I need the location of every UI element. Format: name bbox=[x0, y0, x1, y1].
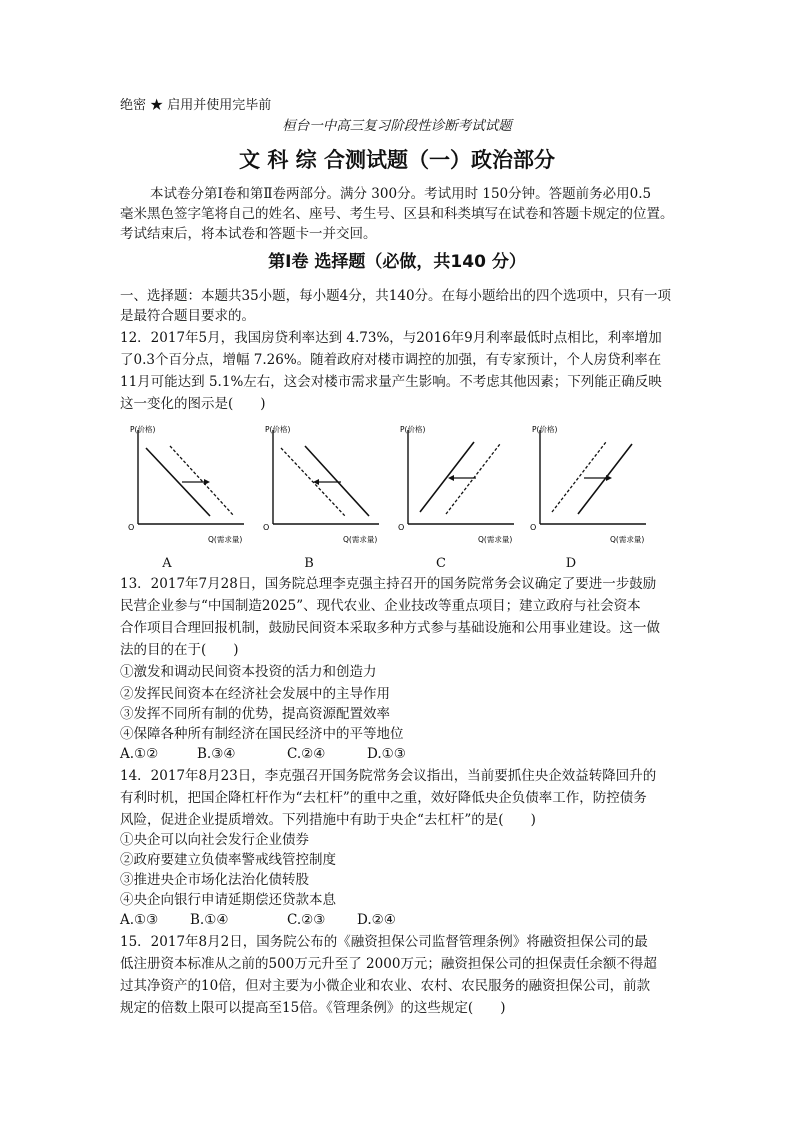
graph-b-svg bbox=[255, 420, 385, 550]
instruction-line-1: 一、选择题：本题共35小题，每小题4分，共140分。在每小题给出的四个选项中，只有一项 bbox=[120, 288, 672, 304]
q13-choice-3: ③发挥不同所有制的优势，提高资源配置效率 bbox=[120, 706, 390, 722]
q12-graphs bbox=[110, 420, 670, 580]
origin-label: O bbox=[263, 523, 270, 532]
graph-a bbox=[120, 420, 250, 550]
graph-c bbox=[390, 420, 520, 550]
q14-option-d: D.②④ bbox=[357, 912, 396, 928]
q12-line-1: 12．2017年5月，我国房贷利率达到 4.73%，与2016年9月利率最低时点相比，利率增加 bbox=[120, 330, 662, 346]
intro-line-1: 本试卷分第Ⅰ卷和第Ⅱ卷两部分。满分 300分。考试用时 150分钟。答题前务必用0.5 bbox=[150, 186, 652, 202]
exam-title: 文 科 综 合测试题（一）政治部分 bbox=[239, 148, 555, 172]
curve-dashed bbox=[170, 446, 234, 516]
q13-choice-2: ②发挥民间资本在经济社会发展中的主导作用 bbox=[120, 686, 390, 702]
q13-option-b: B.③④ bbox=[197, 746, 236, 762]
q13-choice-4: ④保障各种所有制经济在国民经济中的平等地位 bbox=[120, 726, 404, 742]
graph-c-svg bbox=[390, 420, 520, 550]
x-axis-label: Q(需求量) bbox=[343, 535, 378, 544]
q13-option-a: A.①② bbox=[120, 746, 159, 762]
intro-line-3: 考试结束后，将本试卷和答题卡一并交回。 bbox=[120, 226, 377, 242]
graph-b bbox=[255, 420, 385, 550]
exam-subtitle: 桓台一中高三复习阶段性诊断考试试题 bbox=[282, 118, 512, 134]
graph-d bbox=[522, 420, 652, 550]
curve-dashed bbox=[552, 442, 606, 512]
curve-dashed bbox=[446, 444, 500, 514]
x-axis-label: Q(需求量) bbox=[610, 535, 645, 544]
curve-solid bbox=[578, 444, 632, 514]
q15-line-1: 15．2017年8月2日，国务院公布的《融资担保公司监督管理条例》将融资担保公司的最 bbox=[120, 934, 648, 950]
shift-arrow-head bbox=[313, 479, 319, 485]
y-axis-label: P(价格) bbox=[130, 425, 156, 434]
confidential-notice: 绝密 ★ 启用并使用完毕前 bbox=[120, 98, 272, 113]
q14-choice-3: ③推进央企市场化法治化债转股 bbox=[120, 872, 309, 888]
q14-line-2: 有利时机，把国企降杠杆作为“去杠杆”的重中之重，效好降低央企负债率工作，防控债务 bbox=[120, 790, 647, 806]
x-axis-label: Q(需求量) bbox=[208, 535, 243, 544]
q12-line-2: 了0.3个百分点，增幅 7.26%。随着政府对楼市调控的加强，有专家预计，个人房贷利率在 bbox=[120, 352, 662, 368]
q14-choice-1: ①央企可以向社会发行企业债券 bbox=[120, 832, 309, 848]
q12-line-3: 11月可能达到 5.1%左右，这会对楼市需求量产生影响。不考虑其他因素；下列能正确反映 bbox=[120, 374, 662, 390]
q14-option-c: C.②③ bbox=[287, 912, 326, 928]
q14-line-3: 风险，促进企业提质增效。下列措施中有助于央企“去杠杆”的是( ) bbox=[120, 812, 536, 828]
q12-line-4: 这一变化的图示是( ) bbox=[120, 396, 266, 412]
origin-label: O bbox=[530, 523, 537, 532]
q13-line-1: 13．2017年7月28日，国务院总理李克强主持召开的国务院常务会议确定了要进一步鼓励 bbox=[120, 576, 657, 592]
q15-line-4: 规定的倍数上限可以提高至15倍。《管理条例》的这些规定( ) bbox=[120, 1000, 506, 1016]
graph-c-label: C bbox=[436, 556, 446, 571]
q14-option-a: A.①③ bbox=[120, 912, 159, 928]
origin-label: O bbox=[398, 523, 405, 532]
intro-line-2: 毫米黑色签字笔将自己的姓名、座号、考生号、区县和科类填写在试卷和答题卡规定的位置。 bbox=[120, 206, 674, 222]
q14-choice-4: ④央企向银行申请延期偿还贷款本息 bbox=[120, 892, 336, 908]
q13-line-3: 合作项目合理回报机制，鼓励民间资本采取多种方式参与基础设施和公用事业建设。这一做 bbox=[120, 620, 660, 636]
q13-line-4: 法的目的在于( ) bbox=[120, 642, 239, 658]
section-title: 第Ⅰ卷 选择题（必做，共140 分） bbox=[268, 252, 526, 272]
q15-line-3: 过其净资产的10倍，但对主要为小微企业和农业、农村、农民服务的融资担保公司，前款 bbox=[120, 978, 651, 994]
instruction-line-2: 是最符合题目要求的。 bbox=[120, 308, 255, 324]
shift-arrow-head bbox=[204, 479, 210, 485]
q14-option-b: B.①④ bbox=[190, 912, 229, 928]
q13-option-d: D.①③ bbox=[367, 746, 406, 762]
graph-b-label: B bbox=[304, 556, 314, 571]
q13-choice-1: ①激发和调动民间资本投资的活力和创造力 bbox=[120, 664, 377, 680]
shift-arrow-head bbox=[606, 475, 612, 481]
curve-solid bbox=[305, 446, 369, 516]
graph-d-svg bbox=[522, 420, 652, 550]
graph-a-svg bbox=[120, 420, 250, 550]
q13-line-2: 民营企业参与“中国制造2025”、现代农业、企业技改等重点项目；建立政府与社会资本 bbox=[120, 598, 641, 614]
shift-arrow-head bbox=[448, 475, 454, 481]
y-axis-label: P(价格) bbox=[532, 425, 558, 434]
q15-line-2: 低注册资本标准从之前的500万元升至了 2000万元；融资担保公司的担保责任余额不得超 bbox=[120, 956, 657, 972]
q13-option-c: C.②④ bbox=[287, 746, 326, 762]
x-axis-label: Q(需求量) bbox=[478, 535, 513, 544]
origin-label: O bbox=[128, 523, 135, 532]
graph-a-label: A bbox=[162, 556, 172, 571]
y-axis-label: P(价格) bbox=[265, 425, 291, 434]
q14-line-1: 14．2017年8月23日，李克强召开国务院常务会议指出，当前要抓住央企效益转降回升的 bbox=[120, 768, 657, 784]
y-axis-label: P(价格) bbox=[400, 425, 426, 434]
curve-solid bbox=[420, 442, 474, 512]
q14-choice-2: ②政府要建立负债率警戒线管控制度 bbox=[120, 852, 336, 868]
graph-d-label: D bbox=[565, 556, 577, 571]
